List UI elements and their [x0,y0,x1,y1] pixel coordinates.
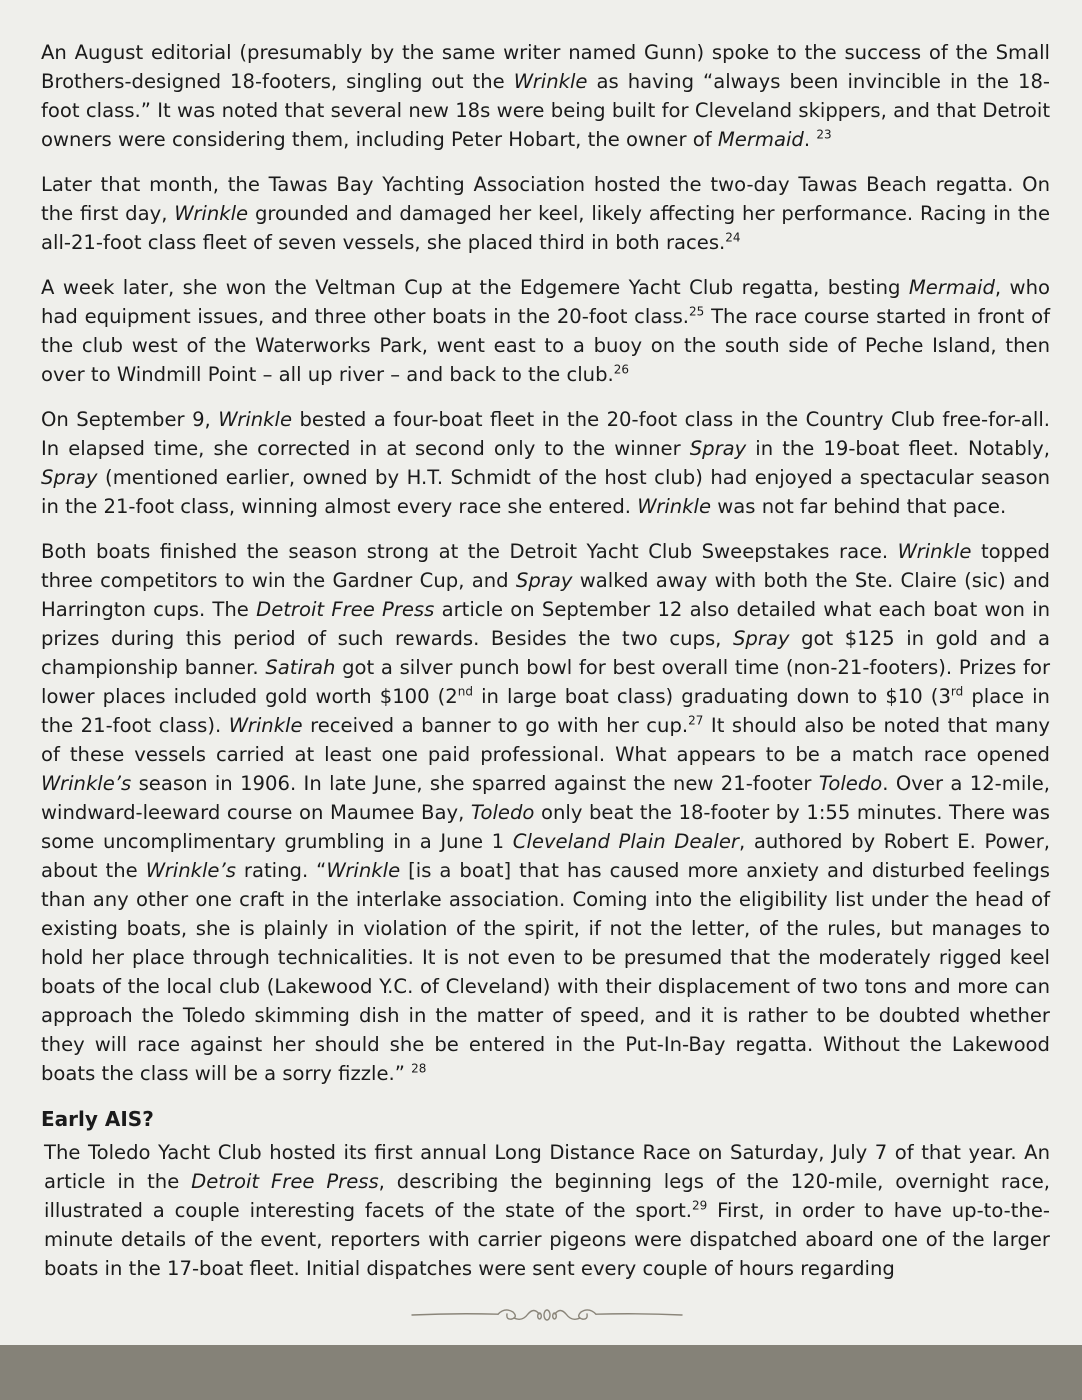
italic-text: Spray [689,437,747,460]
italic-text: Wrinkle’s [41,772,132,795]
text-run: , who had equipment issues, and three other boats in the 20-foot class. [41,276,1050,328]
text-run: received a banner to go with her cup. [302,714,689,737]
italic-text: Mermaid [717,128,804,151]
italic-text: Toledo [818,772,883,795]
text-run: in large boat class) graduating down to $10 (3 [473,685,951,708]
footnote-ref: rd [950,684,964,699]
text-run: was not far behind that pace. [711,495,1007,518]
paragraph-2 [41,170,1050,257]
paragraph-5 [41,537,1050,1088]
text-run: grounded and damaged her keel, likely affecting her performance. Racing in the all-21-foot class fleet of seven vessels, she placed third in both races. [41,202,1050,254]
text-run: , describing the beginning legs of the 120-mile, overnight race, illustrated a couple interesting facets of the state of the sport. [44,1170,1050,1222]
text-run: A week later, she won the Veltman Cup at the Edgemere Yacht Club regatta, besting [41,276,909,299]
italic-text: Mermaid [908,276,995,299]
text-run: got a silver punch bowl for best overall time (non-21-footers). Prizes for lower places included gold worth $100 (2 [41,656,1050,708]
footnote-ref: nd [457,684,474,699]
italic-text: Satirah [265,656,336,679]
footnote-ref: 29 [691,1198,708,1213]
footnote-ref: 25 [689,304,705,319]
paragraph-4 [41,405,1050,521]
italic-text: Detroit Free Press [191,1170,379,1193]
text-run: article on September 12 also detailed what each boat won in prizes during this period of such rewards. Besides the two cups, [41,598,1051,650]
italic-text: Wrinkle’s [145,859,236,882]
text-run: , authored by Robert E. Power, about the [41,830,1050,882]
text-run: Later that month, the Tawas Bay Yachting Association hosted the two-day Tawas Beach regatta. On the first day, [41,173,1050,225]
italic-text: Spray [732,627,790,650]
text-run: place in the 21-foot class). [41,685,1050,737]
italic-text: Wrinkle [326,859,401,882]
footnote-ref: 23 [816,127,832,142]
footer-bar [0,1345,1082,1400]
text-run: The race course started in front of the club west of the Waterworks Park, went east to a buoy on the south side of Peche Island, then over to Windmill Point – all up river – and back to the club. [41,305,1050,386]
italic-text: Wrinkle [637,495,712,518]
italic-text: Wrinkle [174,202,249,225]
italic-text: Detroit Free Press [256,598,435,621]
text-run: It should also be noted that many of these vessels carried at least one paid professional. What appears to be a match race opened [41,714,1050,766]
text-run: . Over a 12-mile, windward-leeward course on Maumee Bay, [41,772,1051,824]
italic-text: Spray [515,569,573,592]
italic-text: Wrinkle [218,408,293,431]
italic-text: Wrinkle [897,540,972,563]
text-run: as having “always been invincible in the 18-foot class.” It was noted that several new 18s were being built for Cleveland skippers, and that Detroit owners were considering them, including Peter Hobart, the owner of [41,70,1050,151]
article-body [41,38,1050,1299]
italic-text: Spray [41,466,98,489]
text-run: (mentioned earlier, owned by H.T. Schmidt of the host club) had enjoyed a spectacular season in the 21-foot class, winning almost every race she entered. [41,466,1050,518]
text-run: walked away with both the Ste. Claire (sic) and Harrington cups. The [41,569,1050,621]
text-run: Both boats finished the season strong at the Detroit Yacht Club Sweepstakes race. [41,540,898,563]
text-run: only beat the 18-footer by 1:55 minutes. There was some uncomplimentary grumbling in a June 1 [41,801,1050,853]
footnote-ref: 28 [411,1061,427,1076]
footnote-ref: 27 [688,713,704,728]
text-run: On September 9, [41,408,219,431]
text-run: . [803,128,817,151]
text-run: [is a boat] that has caused more anxiety and disturbed feelings than any other one craft in the interlake association. Coming into the eligibility list under the head of existing boats, she is plainly in violation of the spirit, if not the letter, of the rules, but manages to hold her place through technicalities. It is not even to be presumed that the moderately rigged keel boats of the local club (Lakewood Y.C. of Cleveland) with their displacement of two tons and more can approach the Toledo skimming dish in the matter of speed, and it is rather to be doubted whether they will race against her should she be entered in the Put-In-Bay regatta. Without the Lakewood boats the class will be a sorry fizzle.” [41,859,1050,1085]
text-run: topped three competitors to win the Gardner Cup, and [41,540,1050,592]
italic-text: Wrinkle [228,714,303,737]
text-run: bested a four-boat fleet in the 20-foot class in the Country Club free-for-all. In elapsed time, she corrected in at second only to the winner [41,408,1050,460]
italic-text: Toledo [470,801,535,824]
text-run: First, in order to have up-to-the-minute details of the event, reporters with carrier pigeons were dispatched aboard one of the larger boats in the 17-boat fleet. Initial dispatches were sent every couple of hours regarding [44,1199,1050,1280]
footnote-ref: 26 [613,362,630,377]
scroll-divider-icon [410,1304,684,1326]
section-paragraph [44,1138,1050,1283]
text-run: An August editorial (presumably by the same writer named Gunn) spoke to the success of the Small Brothers-designed 18-footers, singling out the [41,41,1050,93]
text-run: got $125 in gold and a championship banner. [41,627,1050,679]
paragraph-3 [41,273,1050,389]
paragraph-1 [41,38,1050,154]
italic-text: Wrinkle [513,70,588,93]
footnote-ref: 24 [725,230,741,245]
section-heading: Early AIS? [41,1107,154,1131]
italic-text: Cleveland Plain Dealer [512,830,739,853]
text-run: rating. “ [235,859,327,882]
text-run: season in 1906. In late June, she sparred against the new 21-footer [131,772,819,795]
text-run: The Toledo Yacht Club hosted its first annual Long Distance Race on Saturday, July 7 of that year. An article in the [44,1141,1050,1193]
text-run: in the 19-boat fleet. Notably, [746,437,1050,460]
